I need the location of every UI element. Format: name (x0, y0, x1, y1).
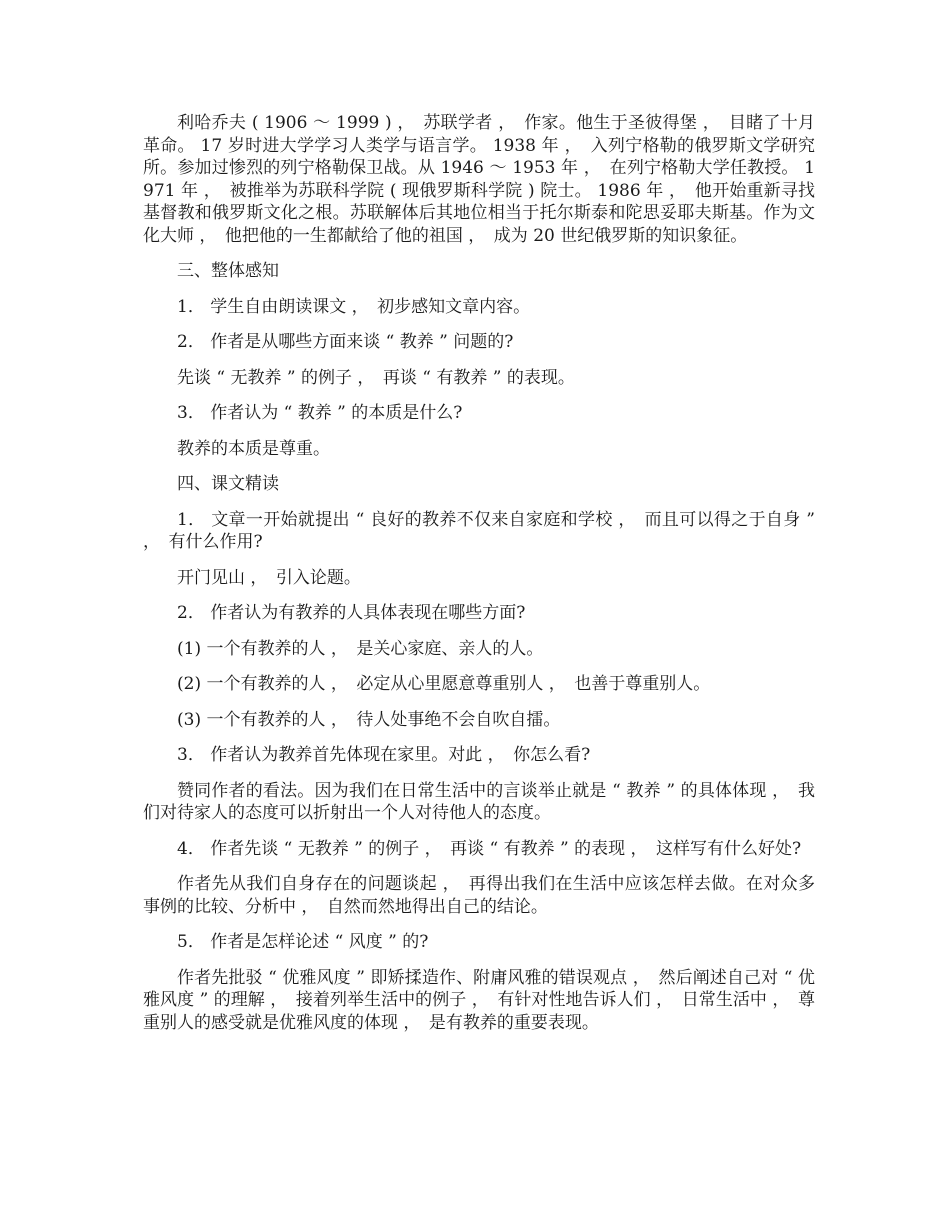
answer-paragraph: 先谈 “ 无教养 ” 的例子 ， 再谈 “ 有教养 ” 的表现。 (177, 367, 575, 388)
answer-paragraph: 作者先从我们自身存在的问题谈起 ， 再得出我们在生活中应该怎样去做。在对众多事例的比较、分析中 ， 自然而然地得出自己的结论。 (143, 874, 815, 917)
answer-paragraph: 开门见山 ， 引入论题。 (177, 567, 361, 588)
question-paragraph: 4． 作者先谈 “ 无教养 ” 的例子 ， 再谈 “ 有教养 ” 的表现 ， 这样写有什么好处? (177, 838, 802, 859)
question-paragraph: 1． 学生自由朗读课文 ， 初步感知文章内容。 (177, 296, 531, 317)
answer-paragraph: 教养的本质是尊重。 (177, 438, 330, 459)
question-paragraph: 5． 作者是怎样论述 “ 风度 ” 的? (177, 932, 429, 952)
answer-paragraph: 作者先批驳 “ 优雅风度 ” 即矫揉造作、附庸风雅的错误观点 ， 然后阐述自己对 “ 优雅风度 ” 的理解 ， 接着列举生活中的例子 ， 有针对性地告诉人们 ， 日常生活中 ， 尊重别人的感受就是优雅风度的体现 ， 是有教养的重要表现。 (143, 967, 815, 1033)
question-paragraph: 3． 作者认为教养首先体现在家里。对此 ， 你怎么看? (177, 745, 591, 765)
list-item: (3) 一个有教养的人 ， 待人处事绝不会自吹自擂。 (177, 709, 561, 730)
author-bio-paragraph: 利哈乔夫 ( 1906 ～ 1999 ) ， 苏联学者 ， 作家。他生于圣彼得堡 ， 目睹了十月革命。 17 岁时进大学学习人类学与语言学。 1938 年 ， 入列宁格勒的俄罗斯文学研究所。参加过惨烈的列宁格勒保卫战。从 1946 ～ 1953 年 ， 在列宁格勒大学任教授。 1971 年 ， 被推举为苏联科学院 ( 现俄罗斯科学院 ) 院士。 1986 年 ， 他开始重新寻找基督教和俄罗斯文化之根。苏联解体后其地位相当于托尔斯泰和陀思妥耶夫斯基。作为文化大师 ， 他把他的一生都献给了他的祖国 ， 成为 20 世纪俄罗斯的知识象征。 (143, 113, 815, 246)
section-heading-overall-perception: 三、整体感知 (177, 261, 279, 281)
question-paragraph: 1． 文章一开始就提出 “ 良好的教养不仅来自家庭和学校 ， 而且可以得之于自身 ” ， 有什么作用? (143, 509, 815, 552)
answer-paragraph: 赞同作者的看法。因为我们在日常生活中的言谈举止就是 “ 教养 ” 的具体体现 ， 我们对待家人的态度可以折射出一个人对待他人的态度。 (143, 780, 815, 823)
question-paragraph: 3． 作者认为 “ 教养 ” 的本质是什么? (177, 403, 463, 423)
list-item: (1) 一个有教养的人 ， 是关心家庭、亲人的人。 (177, 638, 544, 659)
question-paragraph: 2． 作者是从哪些方面来谈 “ 教养 ” 问题的? (177, 332, 514, 352)
section-heading-close-reading: 四、课文精读 (177, 474, 279, 494)
question-paragraph: 2． 作者认为有教养的人具体表现在哪些方面? (177, 603, 526, 623)
list-item: (2) 一个有教养的人 ， 必定从心里愿意尊重别人 ， 也善于尊重别人。 (177, 674, 711, 694)
document-body (143, 112, 815, 1047)
